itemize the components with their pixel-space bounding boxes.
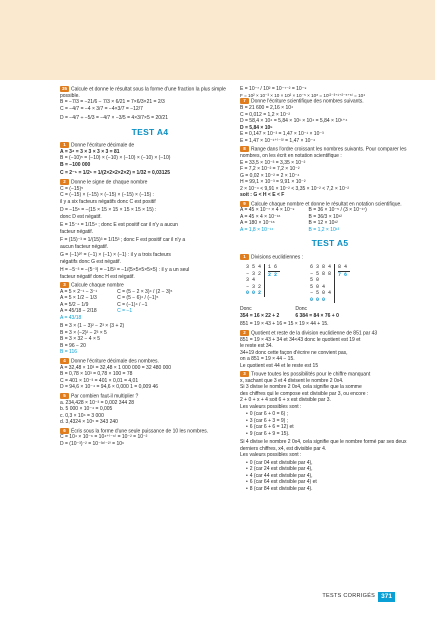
line-B: B = 21 600 = 2,16 × 10⁴ bbox=[240, 105, 294, 112]
div-line: 3 5 4 bbox=[246, 264, 262, 271]
text-line: 34+19 donc cette façon d'écrire ne convient pas, bbox=[240, 349, 348, 356]
div-remainder: 0 0 2 bbox=[246, 290, 262, 297]
exercise-number: 5 bbox=[60, 393, 69, 399]
exercise-number: 6 bbox=[60, 428, 69, 434]
line-C4: C = −1 bbox=[117, 308, 133, 315]
text-line: Le quotient est 44 et le reste est 15 bbox=[240, 362, 319, 369]
line-B5: B = 116 bbox=[60, 349, 78, 356]
exercise-title: Donne l'écriture décimale de bbox=[71, 142, 135, 149]
text-line: 851 = 19 × 43 + 34 et 34<43 donc le quotient est 19 et bbox=[240, 336, 361, 343]
exercise-number: 8 bbox=[240, 146, 249, 152]
divisor: 8 4 bbox=[338, 264, 350, 272]
exercise-number: 7 bbox=[240, 98, 249, 104]
line-b: b. 5 000 × 10⁻⁴ = 0,005 bbox=[60, 406, 113, 413]
exercise-number: 3 bbox=[60, 282, 69, 288]
line-D: D = 94,6 × 10⁻⁴ = 94,6 × 0,000 1 = 0,009 46 bbox=[60, 384, 159, 391]
line-A: A = 3⁴ = 3 × 3 × 3 × 3 = 81 bbox=[60, 148, 120, 155]
footer-label: TESTS CORRIGÉS bbox=[322, 593, 376, 600]
exercise-a4-3 bbox=[60, 282, 240, 356]
order-result: soit : G < H < E < F bbox=[240, 192, 285, 199]
line-F: F = 10² × 10⁻³ × 10 × 10² × 10⁻⁵ × 10⁸ = 10⁽²⁻³⁺¹⁺²⁻⁵⁺⁸⁾ = 10⁴ bbox=[240, 92, 366, 98]
line-A: A = 32,48 × 10³ = 32,48 × 1 000 000 = 32 480 000 bbox=[60, 364, 172, 371]
text-line: des chiffres qui le compose est divisible par 3, ou encore : bbox=[240, 390, 369, 397]
line-C2: C = (−15) × (−15) × (−15) × (−15) × (−15) : bbox=[60, 192, 154, 199]
exercise-a5-1 bbox=[240, 254, 420, 328]
list-item: • 9 (car 6 + 9 = 15). bbox=[246, 431, 420, 438]
result-label: Donc bbox=[240, 306, 252, 313]
line-B1: B = 3 × (1 − 3)² − 2³ × (3 + 2) bbox=[60, 323, 125, 330]
exercise-a5-2 bbox=[240, 330, 420, 369]
line-C3: il y a six facteurs négatifs donc C est positif bbox=[60, 198, 156, 205]
top-band bbox=[0, 0, 435, 80]
divisions bbox=[246, 264, 420, 303]
div-line: 5 0 4 bbox=[310, 283, 326, 290]
line-B3: B = 3 × 32 − 4 × 5 bbox=[60, 336, 101, 343]
line-B3: B = 12 × 10¹² bbox=[308, 220, 338, 227]
div-line: − 5 8 8 bbox=[310, 270, 332, 277]
line-C: C = 10⁴ × 10⁻⁶ = 10⁴⁺⁽⁻⁶⁾ = 10⁻² = 10⁻² bbox=[60, 434, 148, 441]
line-C: C = (5 − 2 × 3)⁴ / (2 − 3)⁵ bbox=[117, 288, 173, 295]
list-item: • 0 (car 04 est divisible par 4), bbox=[246, 460, 420, 467]
line-A: A = 5 × 2⁻¹ − 3⁻¹ bbox=[60, 288, 98, 295]
line-H: H = 99,1 × 10⁻³ = 9,91 × 10⁻² bbox=[240, 179, 306, 186]
div-line: 5 0 bbox=[310, 277, 320, 284]
exercise-title: Calcule chaque nombre et donne le résultat en notation scientifique. bbox=[251, 200, 402, 207]
exercise-a4-4 bbox=[60, 358, 240, 391]
div-line: − 3 2 bbox=[246, 283, 262, 290]
line-F1: F = (15)⁻³ = 1/(15)³ = 1/15³ ; donc F est positif car il n'y a bbox=[60, 237, 186, 244]
line-B4: B = 96 − 20 bbox=[60, 342, 86, 349]
line-E1: E = 15⁻⁴ = 1/15⁴ ; donc E est positif car il n'y a aucun bbox=[60, 222, 178, 229]
line-D: D = 58,4 × 10⁴ = 5,84 × 10¹ × 10⁴ = 5,84 × 10¹⁺⁴ bbox=[240, 118, 348, 125]
result-label: Donc bbox=[295, 306, 308, 313]
exercise-a4-6 bbox=[60, 428, 240, 448]
line-G1: G = (−1)²⁰ = (−1) × (−1) × (−1) : il y a trois facteurs bbox=[60, 252, 171, 259]
line-A5: A = 43/18 bbox=[60, 314, 82, 321]
exercise-title: Range dans l'ordre croissant les nombres suivants. Pour comparer les nombres, on les écrit en notation scientifique : bbox=[240, 146, 407, 160]
line-H2: facteur négatif donc H est négatif. bbox=[60, 273, 135, 280]
line-c: c. 0,3 × 10⁴ = 3 000 bbox=[60, 412, 104, 419]
exercise-number: 9 bbox=[240, 201, 249, 207]
result-1: 354 = 16 × 22 + 2 bbox=[240, 312, 280, 319]
line-B4: B = 1,2 × 10¹³ bbox=[308, 226, 340, 233]
division-results bbox=[240, 306, 420, 319]
exercise-title: Par combien faut-il multiplier ? bbox=[71, 393, 139, 400]
left-column bbox=[60, 86, 240, 449]
line-A2: A = 45 × 4 × 10⁻¹⁶ bbox=[240, 213, 281, 220]
section-title-a5: TEST A5 bbox=[311, 238, 349, 249]
line-E: E = 0,147 × 10⁻³ = 1,47 × 10⁻¹ × 10⁻³ bbox=[240, 131, 324, 138]
line-F: F = 7,2 × 10⁻² = 7,2 × 10⁻² bbox=[240, 166, 300, 173]
line-D2: donc D est négatif. bbox=[60, 213, 102, 220]
exercise-title: Donne l'écriture décimale des nombres. bbox=[71, 358, 159, 365]
line-B: B = (−10)⁵ = (−10) × (−10) × (−10) × (−10) × (−10) bbox=[60, 155, 171, 162]
exercise-a4-9 bbox=[240, 201, 420, 234]
line-C1: C = (−15)⁵ bbox=[60, 185, 84, 192]
line-B2: B = −100 000 bbox=[60, 161, 91, 168]
exercise-number: 35 bbox=[61, 86, 67, 91]
text-line: Si 3 divise le nombre 2 0x4, cela signifie que la somme bbox=[240, 384, 362, 391]
line-B: B = −7/3 = −21/6 − 7/3 × 6/21 = 7×6/3×21 = 2/3 bbox=[60, 99, 165, 106]
order-line: 2 × 10⁻⁴ < 9,91 × 10⁻² < 3,35 × 10⁻² < 7,2 × 10⁻² bbox=[240, 185, 350, 192]
exercise-title: Donne l'écriture scientifique des nombres suivants. bbox=[251, 98, 364, 105]
text-line: Quotient et reste de la division euclidienne de 851 par 43 bbox=[251, 330, 378, 337]
line-A3: A = 180 × 10⁻¹⁶ bbox=[240, 220, 275, 227]
bullet-list-2 bbox=[246, 460, 420, 493]
line-C2: C = (5 − 6)⁴ / (−1)⁵ bbox=[117, 295, 159, 302]
section-title-a4: TEST A4 bbox=[131, 126, 169, 137]
divisor: 1 6 bbox=[268, 264, 280, 272]
line-A2: A = 5 × 1/2 − 1/3 bbox=[60, 295, 97, 302]
exercise-title: Divisions euclidiennes : bbox=[251, 253, 303, 260]
text-line: x, sachant que 3 et 4 divisent le nombre 2 0x4. bbox=[240, 377, 344, 384]
line-B: B = 0,78 × 10³ = 0,78 × 100 = 78 bbox=[60, 371, 133, 378]
calc-grid bbox=[60, 289, 240, 322]
line-H1: H = −5⁻³ = −(5⁻³) = −1/5³ = −1/(5×5×5×5×5) : il y a un seul bbox=[60, 267, 190, 274]
line-B1: B = 36 × 10⁻⁵ / (3 × 10⁻¹⁷) bbox=[308, 207, 367, 214]
list-item: • 8 (car 84 est divisible par 4). bbox=[246, 486, 420, 493]
line-C3: C = (−1)⁴ / −1 bbox=[117, 301, 148, 308]
line-D: D = −4/7 ÷ −5/3 = −4/7 × −3/5 = 4×3/7×5 = 20/21 bbox=[60, 115, 168, 122]
text-line: on a 851 = 19 × 44 − 15. bbox=[240, 356, 295, 363]
list-item: • 0 (car 6 + 0 = 6) ; bbox=[246, 411, 420, 418]
line-A3: A = 5/2 − 1/9 bbox=[60, 301, 89, 308]
list-item: • 4 (car 44 est divisible par 4), bbox=[246, 473, 420, 480]
line-D2: D = 5,84 × 10⁵ bbox=[240, 124, 273, 131]
exercise-a4-2 bbox=[60, 179, 240, 280]
exercise-a4-5 bbox=[60, 393, 240, 426]
text-line: Trouve toutes les possibilités pour le chiffre manquant bbox=[251, 371, 371, 378]
list-item: • 2 (car 24 est divisible par 4), bbox=[246, 466, 420, 473]
exercise-number: 2 bbox=[240, 330, 249, 336]
line-D: D = (10⁻³)⁻² = 10⁻³ˣ⁽⁻²⁾ = 10⁶ bbox=[60, 440, 125, 447]
line-a: a. 234,428 × 10⁻³ = 0,002 344 28 bbox=[60, 399, 135, 406]
line-C: C = 2⁻⁵ = 1/2⁵ = 1/(2×2×2×2×2) = 1/32 = 0,03125 bbox=[60, 170, 171, 177]
right-column bbox=[240, 86, 420, 494]
div-line: 3 4 bbox=[246, 277, 256, 284]
line-A4: A = 1,8 × 10⁻¹⁴ bbox=[240, 226, 274, 233]
exercise-number: 3 bbox=[240, 371, 249, 377]
exercise-a4-8 bbox=[240, 146, 420, 198]
exercise-a5-3 bbox=[240, 371, 420, 492]
line-E: E = 10⁻⁷ / 10² = 10⁻⁷⁻² = 10⁻⁹ bbox=[240, 86, 307, 92]
line-B2: B = 3 × (−2)² − 2³ × 5 bbox=[60, 329, 107, 336]
result-2: 6 384 = 84 × 76 + 0 bbox=[295, 312, 339, 319]
line-F2: aucun facteur négatif. bbox=[60, 243, 109, 250]
exercise-a4-1 bbox=[60, 142, 240, 177]
div-line: − 5 0 4 bbox=[310, 290, 332, 297]
list-item: • 6 (car 64 est divisible par 4) et bbox=[246, 479, 420, 486]
calc-grid bbox=[240, 207, 420, 233]
exercise-number: 4 bbox=[60, 358, 69, 364]
exercise-35 bbox=[60, 86, 240, 122]
line-E2: facteur négatif. bbox=[60, 228, 94, 235]
quotient: 7 6 bbox=[338, 271, 348, 278]
text-line: 2 + 0 + x + 4 soit 6 + x est divisible par 3. bbox=[240, 397, 331, 404]
exercise-title: Calcule et donne le résultat sous la forme d'une fraction la plus simple possible. bbox=[60, 86, 226, 99]
line-851: 851 = 19 × 43 + 16 = 15 × 19 × 44 + 15. bbox=[240, 321, 329, 328]
exercise-number: 1 bbox=[240, 254, 249, 260]
text-paragraph: Si 4 divise le nombre 2 0x4, cela signifie que le nombre formé par ses deux derniers chiffres, x4, est divisible par 4. bbox=[240, 439, 407, 452]
text-line: Les valeurs possibles sont : bbox=[240, 403, 302, 410]
exercise-a4-7 bbox=[240, 98, 420, 144]
list-item: • 3 (car 6 + 3 = 9) ; bbox=[246, 418, 420, 425]
line-A4: A = 45/18 − 2/18 bbox=[60, 308, 97, 315]
line-C: C = 401 × 10⁻³ = 401 × 0,01 = 4,01 bbox=[60, 377, 139, 384]
division-6384-by-84 bbox=[310, 264, 350, 303]
line-d: d. 3,4324 × 10⁵ = 343 240 bbox=[60, 419, 118, 426]
line-C: C = 0,012 = 1,2 × 10⁻² bbox=[240, 111, 291, 118]
div-remainder: 0 0 0 bbox=[310, 296, 326, 303]
exercise-number: 2 bbox=[60, 179, 69, 185]
list-item: • 6 (car 6 + 6 = 12) et bbox=[246, 424, 420, 431]
line-G2: négatifs donc G est négatif. bbox=[60, 258, 121, 265]
div-line: − 3 2 bbox=[246, 270, 262, 277]
line-B2: B = 36/3 × 10¹² bbox=[308, 213, 342, 220]
text-line: le reste est 34. bbox=[240, 343, 273, 350]
exercise-title: Calcule chaque nombre bbox=[71, 282, 124, 289]
bullet-list-1 bbox=[246, 411, 420, 437]
division-354-by-16 bbox=[246, 264, 280, 303]
exercise-title: Écris sous la forme d'une seule puissance de 10 les nombres. bbox=[71, 427, 209, 434]
exercise-number: 1 bbox=[60, 142, 69, 148]
line-D1: D = −15⁶ = −(15 × 15 × 15 × 15 × 15 × 15) : bbox=[60, 207, 157, 214]
line-E2: E = 1,47 × 10⁻¹⁺⁽⁻³⁾ = 1,47 × 10⁻⁴ bbox=[240, 137, 316, 144]
page-footer bbox=[322, 592, 395, 602]
line-A1: A = 45 × 10⁻⁷ × 4 × 10⁻⁹ bbox=[240, 207, 295, 214]
line-C: C = −4/7 = −4 × 3/7 = −4×3/7 = −12/7 bbox=[60, 105, 143, 112]
line-E: E = 33,5 × 10⁻³ = 3,35 × 10⁻² bbox=[240, 159, 306, 166]
page-number: 371 bbox=[378, 592, 395, 602]
line-G: G = 0,02 × 10⁻² = 2 × 10⁻⁴ bbox=[240, 172, 300, 179]
div-line: 6 3 8 4 bbox=[310, 264, 332, 271]
quotient: 2 2 bbox=[268, 271, 278, 278]
text-line: Les valeurs possibles sont : bbox=[240, 452, 302, 459]
exercise-title: Donne le signe de chaque nombre bbox=[71, 179, 148, 186]
